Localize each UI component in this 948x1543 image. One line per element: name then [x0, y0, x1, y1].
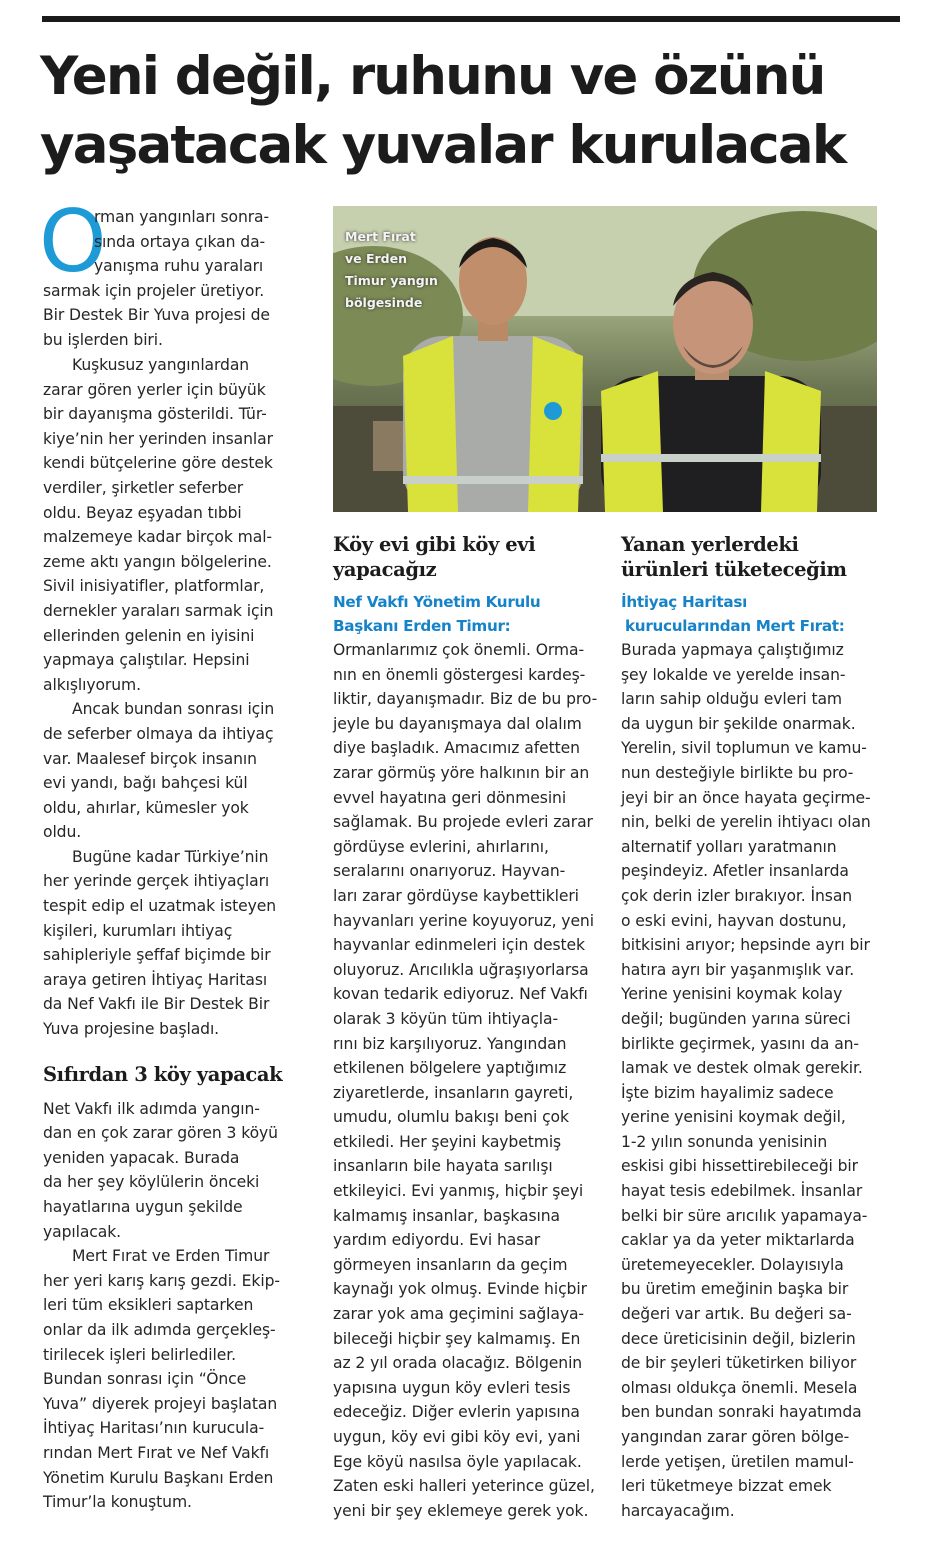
caption-line: bölgesinde: [345, 295, 423, 310]
text-line: Sivil inisiyatifler, platformlar,: [43, 577, 265, 596]
text-line: kiye’nin her yerinden insanlar: [43, 429, 273, 448]
text-line: Burada yapmaya çalıştığımız: [621, 641, 844, 659]
subhead-sifirdan: Sıfırdan 3 köy yapacak: [43, 1062, 283, 1086]
text-line: Yerine yenisini koymak kolay: [621, 985, 843, 1004]
text-line: da her şey köylülerin önceki: [43, 1173, 260, 1192]
text-line: tespit edip el uzatmak isteyen: [43, 897, 277, 916]
text-line: hayatlarına uygun şekilde: [43, 1198, 243, 1216]
text-line: Net Vakfı ilk adımda yangın-: [43, 1099, 260, 1118]
text-line: umudu, olumlu bakışı beni çok: [333, 1108, 569, 1127]
text-line: yanışma ruhu yaraları: [94, 257, 264, 276]
vest-left-a: [403, 336, 458, 512]
text-line: bitkisini arıyor; hepsinde ayrı bir: [621, 936, 870, 955]
text-line: zeme aktı yangın bölgelerine.: [43, 552, 272, 571]
text-line: o eski evini, hayvan dostunu,: [621, 911, 847, 930]
text-line: kaynağı yok olmuş. Evinde hiçbir: [333, 1280, 587, 1299]
text-line: dernekler yaraları sarmak için: [43, 601, 274, 620]
text-line: Bundan sonrası için “Önce: [43, 1370, 247, 1389]
text-line: ları zarar gördüyse kaybettikleri: [333, 886, 579, 905]
reflective-strip-left: [403, 476, 583, 484]
text-line: ben bundan sonraki hayatımda: [621, 1403, 862, 1422]
text-line: zarar gören yerler için büyük: [43, 380, 266, 399]
text-line: alternatif yolları yaratmanın: [621, 837, 837, 856]
text-line: malzemeye kadar birçok mal-: [43, 528, 272, 547]
text-line: bu işlerden biri.: [43, 330, 163, 349]
text-line: da uygun bir şekilde onarmak.: [621, 714, 856, 733]
text-line: yerine yenisini koymak değil,: [621, 1108, 846, 1127]
caption-line: ve Erden: [345, 251, 408, 266]
text-line: rman yangınları sonra-: [94, 208, 270, 226]
interview-body-erden: [333, 638, 599, 1523]
text-line: sahipleriyle şeffaf biçimde bir: [43, 946, 271, 965]
text-line: jeyle bu dayanışmaya dal olalım: [333, 714, 582, 733]
text-line: nin, belki de yerelin ihtiyacı olan: [621, 813, 871, 832]
paragraph-2: [43, 353, 301, 697]
text-line: da Nef Vakfı ile Bir Destek Bir: [43, 995, 270, 1014]
text-line: etkilenen bölgelere yaptığımız: [333, 1059, 567, 1078]
text-line: rından Mert Fırat ve Nef Vakfı: [43, 1443, 270, 1462]
text-line: Kuşkusuz yangınlardan: [72, 356, 250, 374]
byline-line: kurucularından Mert Fırat:: [625, 617, 845, 635]
text-line: hayvanları yerine koyuyoruz, yeni: [333, 911, 594, 930]
top-rule: [42, 16, 900, 22]
vest-right-a: [601, 371, 663, 512]
text-line: yapmaya çalıştılar. Hepsini: [43, 651, 250, 670]
subhead-line: Yanan yerlerdeki: [621, 533, 799, 556]
text-line: şey lokalde ve yerelde insan-: [621, 665, 846, 684]
text-line: görmeyen insanların da geçim: [333, 1255, 568, 1274]
text-line: yeni bir şey eklemeye gerek yok.: [333, 1501, 589, 1520]
text-line: peşindeyiz. Afetler insanlarda: [621, 862, 849, 881]
text-line: sında ortaya çıkan da-: [94, 232, 266, 251]
caption-line: Mert Fırat: [345, 229, 416, 244]
subhead-line: yapacağız: [333, 558, 437, 581]
text-line: yapısına uygun köy evleri tesis: [333, 1378, 571, 1397]
byline-line: Başkanı Erden Timur:: [333, 617, 511, 635]
text-line: araya getiren İhtiyaç Haritası: [43, 970, 268, 989]
text-line: evvel hayatına geri dönmesini: [333, 788, 567, 807]
interview-body-mert: [621, 638, 887, 1523]
text-line: kişileri, kurumları ihtiyaç: [43, 921, 233, 940]
text-line: evi yandı, bağı bahçesi kül: [43, 774, 248, 793]
text-line: oluyoruz. Arıcılıkla uğraşıyorlarsa: [333, 960, 589, 979]
text-line: dece üreticisinin değil, bizlerin: [621, 1329, 856, 1348]
text-line: ellerinden gelenin en iyisini: [43, 626, 255, 645]
text-line: Yönetim Kurulu Başkanı Erden: [43, 1468, 274, 1487]
text-line: kalmamış insanlar, başkasına: [333, 1206, 560, 1225]
text-line: de bir şeyleri tüketirken biliyor: [621, 1354, 857, 1373]
text-line: insanların bile hayata sarılışı: [333, 1157, 553, 1176]
text-line: olarak 3 köyün tüm ihtiyaçla-: [333, 1009, 559, 1028]
headline-line-1: Yeni değil, ruhunu ve özünü: [40, 46, 825, 107]
paragraph-5: [43, 1097, 301, 1245]
text-line: az 2 yıl orada olacağız. Bölgenin: [333, 1354, 583, 1373]
text-line: leri tüketmeye bizzat emek: [621, 1477, 832, 1496]
text-line: Bugüne kadar Türkiye’nin: [72, 847, 269, 866]
drop-cap: O: [39, 192, 107, 292]
text-line: caklar ya da yeter miktarlarda: [621, 1231, 855, 1250]
text-line: zarar yok ama geçimini sağlaya-: [333, 1305, 584, 1324]
text-line: İhtiyaç Haritası’nın kurucula-: [43, 1419, 265, 1438]
photo-caption: [345, 226, 438, 314]
text-line: nun desteğiyle birlikte bu pro-: [621, 763, 854, 782]
text-line: gördüyse evlerini, ahırlarını,: [333, 837, 549, 856]
text-line: Ormanlarımız çok önemli. Orma-: [333, 641, 585, 659]
subhead-yanan-yerler: [621, 532, 887, 582]
paragraph-4: [43, 845, 301, 1042]
text-line: zarar görmüş yöre halkının bir an: [333, 763, 590, 782]
text-line: tirilecek işleri belirlediler.: [43, 1345, 236, 1364]
text-line: Yerelin, sivil toplumun ve kamu-: [621, 739, 867, 758]
text-line: her yeri karış karış gezdi. Ekip-: [43, 1271, 280, 1290]
text-line: kovan tedarik ediyoruz. Nef Vakfı: [333, 985, 588, 1004]
text-line: 1-2 yılın sonunda yenisinin: [621, 1132, 828, 1151]
text-line: bileceği hiçbir şey kalmamış. En: [333, 1329, 581, 1348]
caption-line: Timur yangın: [345, 273, 438, 288]
text-line: etkileyici. Evi yanmış, hiçbir şeyi: [333, 1182, 584, 1201]
text-line: kendi bütçelerine göre destek: [43, 454, 273, 473]
text-line: birlikte geçirmek, yasını da an-: [621, 1034, 859, 1053]
text-line: ziyaretlerde, insanların gayreti,: [333, 1083, 574, 1102]
byline-line: Nef Vakfı Yönetim Kurulu: [333, 593, 541, 611]
text-line: oldu. Beyaz eşyadan tıbbi: [43, 503, 242, 522]
text-line: jeyi bir an önce hayata geçirme-: [621, 788, 871, 807]
vest-right-b: [761, 371, 821, 512]
text-line: Mert Fırat ve Erden Timur: [72, 1247, 270, 1266]
text-line: yapılacak.: [43, 1222, 122, 1241]
text-line: ların sahip olduğu evleri tam: [621, 690, 843, 709]
subhead-koy-evi: [333, 532, 599, 582]
text-line: lerde yetişen, üretilen mamul-: [621, 1452, 854, 1471]
subhead-line: Köy evi gibi köy evi: [333, 533, 536, 556]
text-line: bir dayanışma gösterildi. Tür-: [43, 405, 267, 424]
text-line: dan en çok zarar gören 3 köyü: [43, 1124, 278, 1143]
text-line: belki bir süre arıcılık yapamaya-: [621, 1206, 868, 1225]
text-line: hatıra ayrı bir yaşanmışlık var.: [621, 960, 855, 979]
text-line: Bir Destek Bir Yuva projesi de: [43, 306, 270, 325]
text-line: uygun, köy evi gibi köy evi, yani: [333, 1428, 581, 1446]
text-line: Ege köyü nasılsa öyle yapılacak.: [333, 1452, 582, 1471]
text-line: Yuva projesine başladı.: [43, 1020, 220, 1039]
text-line: Timur’la konuştum.: [43, 1493, 192, 1512]
column-left: [39, 192, 301, 1515]
text-line: değil; bugünden yarına süreci: [621, 1009, 851, 1028]
vest-logo-icon: [544, 402, 562, 420]
headline-line-2: yaşatacak yuvalar kurulacak: [40, 115, 846, 176]
text-line: onlar da ilk adımda gerçekleş-: [43, 1320, 276, 1339]
text-line: olması oldukça önemli. Mesela: [621, 1378, 858, 1397]
photo-mert-erden: [333, 206, 877, 512]
subhead-line: ürünleri tüketeceğim: [621, 558, 847, 581]
text-line: Yuva” diyerek projeyi başlatan: [43, 1394, 278, 1413]
text-line: alkışlıyorum.: [43, 675, 141, 694]
column-middle: [333, 532, 599, 1523]
paragraph-6: [43, 1244, 301, 1515]
text-line: üretemeyecekler. Dolayısıyla: [621, 1255, 844, 1274]
text-line: var. Maalesef birçok insanın: [43, 749, 257, 768]
headline: [40, 42, 920, 180]
text-line: verdiler, şirketler seferber: [43, 478, 244, 497]
text-line: yeniden yapacak. Burada: [43, 1148, 240, 1167]
text-line: hayat tesis edebilmek. İnsanlar: [621, 1182, 863, 1201]
text-line: seralarını onarıyoruz. Hayvan-: [333, 862, 566, 881]
text-line: yardım ediyordu. Evi hasar: [333, 1231, 541, 1250]
text-line: İşte bizim hayalimiz sadece: [621, 1083, 834, 1102]
text-line: her yerinde gerçek ihtiyaçları: [43, 872, 270, 891]
text-line: de seferber olmaya da ihtiyaç: [43, 724, 274, 743]
text-line: bu üretim emeğinin başka bir: [621, 1280, 849, 1299]
text-line: leri tüm eksikleri saptarken: [43, 1296, 254, 1315]
paragraph-3: [43, 697, 301, 845]
text-line: oldu.: [43, 823, 82, 842]
text-line: nın en önemli göstergesi kardeş-: [333, 665, 586, 684]
text-line: yangından zarar gören bölge-: [621, 1428, 850, 1446]
column-right: [621, 532, 887, 1523]
text-line: diye başladık. Amacımız afetten: [333, 739, 580, 758]
text-line: etkiledi. Her şeyini kaybetmiş: [333, 1132, 562, 1151]
text-line: edeceğiz. Diğer evlerin yapısına: [333, 1403, 580, 1422]
intro-block: [39, 192, 301, 353]
text-line: Ancak bundan sonrası için: [72, 700, 275, 719]
text-line: harcayacağım.: [621, 1501, 735, 1520]
text-line: sağlamak. Bu projede evleri zarar: [333, 813, 593, 832]
text-line: çok derin izler bırakıyor. İnsan: [621, 886, 853, 905]
text-line: değeri var artık. Bu değeri sa-: [621, 1305, 852, 1324]
text-line: sarmak için projeler üretiyor.: [43, 281, 265, 300]
text-line: liktir, dayanışmadır. Biz de bu pro-: [333, 690, 598, 709]
byline-line: İhtiyaç Haritası: [621, 593, 747, 611]
text-line: hayvanlar edinmeleri için destek: [333, 936, 585, 955]
reflective-strip-right: [601, 454, 821, 462]
text-line: rını biz karşılıyoruz. Yangından: [333, 1034, 567, 1053]
text-line: Zaten eski halleri yeterince güzel,: [333, 1477, 595, 1496]
text-line: lamak ve destek olmak gerekir.: [621, 1059, 863, 1078]
text-line: oldu, ahırlar, kümesler yok: [43, 798, 249, 817]
text-line: eskisi gibi hissettirebileceği bir: [621, 1157, 858, 1176]
vest-left-b: [528, 336, 583, 512]
drop-cap-lines: [43, 205, 270, 353]
